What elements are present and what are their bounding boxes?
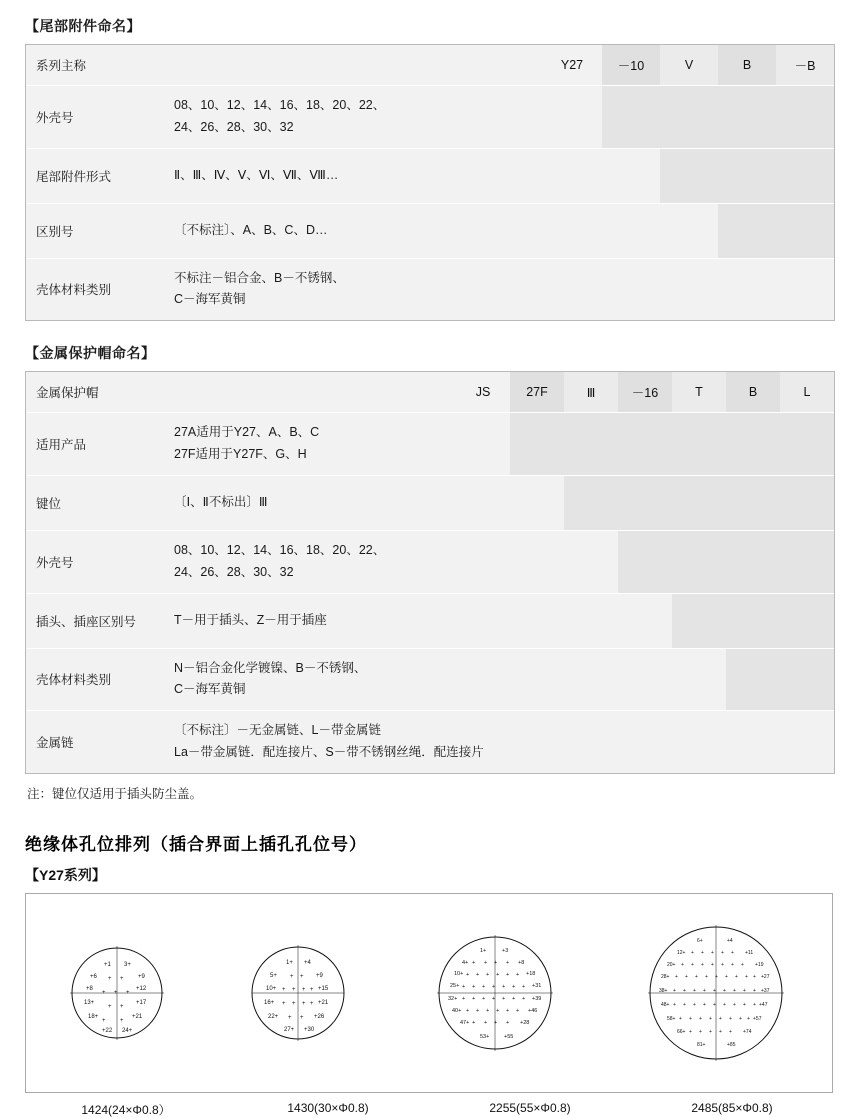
svg-text:+: + xyxy=(288,1015,292,1021)
svg-text:+46: +46 xyxy=(527,1008,538,1014)
svg-text:+: + xyxy=(501,996,505,1002)
svg-text:+: + xyxy=(465,1008,469,1014)
svg-text:+: + xyxy=(725,974,729,980)
svg-text:27+: 27+ xyxy=(284,1027,295,1033)
svg-text:+: + xyxy=(310,987,314,993)
value-line: T－用于插头、Z－用于插座 xyxy=(174,612,327,627)
row-spacer xyxy=(166,372,456,412)
svg-text:+: + xyxy=(475,1008,479,1014)
svg-text:+: + xyxy=(695,974,699,980)
svg-text:+28: +28 xyxy=(519,1020,530,1026)
svg-text:+: + xyxy=(723,988,727,994)
svg-text:48+: 48+ xyxy=(661,1002,670,1008)
svg-text:+: + xyxy=(461,996,465,1002)
svg-text:+: + xyxy=(119,1018,124,1024)
svg-text:+: + xyxy=(691,962,695,968)
code-cell-plugsocket: T xyxy=(672,372,726,412)
value-line: C－海军黄铜 xyxy=(174,682,246,697)
svg-text:+39: +39 xyxy=(531,996,542,1002)
svg-text:+: + xyxy=(107,1004,112,1010)
svg-text:+15: +15 xyxy=(318,986,329,992)
svg-text:+8: +8 xyxy=(85,986,93,992)
svg-text:+: + xyxy=(729,1016,733,1022)
svg-text:13+: 13+ xyxy=(83,1000,94,1006)
svg-text:+: + xyxy=(675,974,679,980)
svg-text:+: + xyxy=(505,1008,509,1014)
svg-text:+: + xyxy=(481,996,485,1002)
svg-text:+: + xyxy=(521,996,525,1002)
svg-text:+: + xyxy=(493,1020,497,1026)
value-line: Ⅱ、Ⅲ、Ⅳ、Ⅴ、Ⅵ、Ⅶ、Ⅷ… xyxy=(174,167,339,182)
cap-section-title: 【金属保护帽命名】 xyxy=(25,345,156,362)
svg-text:+8: +8 xyxy=(517,960,525,966)
svg-text:+85: +85 xyxy=(727,1042,736,1048)
table-row xyxy=(26,149,834,204)
code-cell-form: V xyxy=(660,45,718,85)
svg-text:+: + xyxy=(705,974,709,980)
svg-text:+: + xyxy=(107,976,112,982)
svg-text:1+: 1+ xyxy=(479,948,487,954)
svg-text:+: + xyxy=(693,988,697,994)
connector-captions xyxy=(25,1101,833,1118)
value-line: 不标注－铝合金、B－不锈钢、 xyxy=(174,270,345,285)
svg-text:40+: 40+ xyxy=(451,1008,462,1014)
row-label: 适用产品 xyxy=(36,438,87,453)
row-value xyxy=(166,204,834,258)
row-value xyxy=(166,476,834,530)
table-row xyxy=(26,594,834,649)
row-value xyxy=(166,711,834,773)
svg-text:32+: 32+ xyxy=(447,996,458,1002)
svg-text:+: + xyxy=(505,960,509,966)
svg-text:+: + xyxy=(723,1002,727,1008)
svg-text:+: + xyxy=(300,974,304,980)
svg-text:+: + xyxy=(521,984,525,990)
svg-text:1+: 1+ xyxy=(286,960,294,966)
svg-text:+1: +1 xyxy=(103,962,111,968)
svg-text:+: + xyxy=(485,1008,489,1014)
svg-text:+: + xyxy=(701,962,705,968)
svg-text:+: + xyxy=(125,990,130,996)
svg-text:+12: +12 xyxy=(135,986,146,992)
tail-naming-table xyxy=(25,44,835,321)
value-line: 〔不标注〕－无金属链、L－带金属链 xyxy=(174,723,381,738)
svg-text:+: + xyxy=(302,1001,306,1007)
table-row xyxy=(26,259,834,321)
value-line: C－海军黄铜 xyxy=(174,292,246,307)
svg-text:+37: +37 xyxy=(761,988,770,994)
value-line: 27F适用于Y27F、G、H xyxy=(174,447,307,462)
svg-text:+: + xyxy=(683,988,687,994)
svg-text:+27: +27 xyxy=(761,974,770,980)
cap-naming-table xyxy=(25,371,835,774)
table-row xyxy=(26,413,834,476)
row-label: 区别号 xyxy=(36,224,74,239)
row-label: 键位 xyxy=(36,496,62,511)
svg-text:3+: 3+ xyxy=(123,962,131,968)
svg-text:4+: 4+ xyxy=(461,960,469,966)
svg-text:+: + xyxy=(471,996,475,1002)
svg-text:+57: +57 xyxy=(753,1016,762,1022)
svg-text:+: + xyxy=(693,1002,697,1008)
code-cell-chain: L xyxy=(780,372,834,412)
svg-text:5+: 5+ xyxy=(270,973,278,979)
svg-text:+4: +4 xyxy=(727,938,733,944)
svg-text:+: + xyxy=(709,1016,713,1022)
svg-text:+21: +21 xyxy=(131,1014,142,1020)
svg-text:+: + xyxy=(461,984,465,990)
connector-diagram-icon xyxy=(242,937,354,1049)
svg-text:+26: +26 xyxy=(314,1014,325,1020)
cap-note: 注：键位仅适用于插头防尘盖。 xyxy=(27,787,203,801)
svg-text:+: + xyxy=(113,990,118,996)
svg-text:+: + xyxy=(679,1016,683,1022)
svg-text:+74: +74 xyxy=(743,1029,752,1035)
connector-diagram-icon xyxy=(639,916,793,1070)
code-cell-key: Ⅲ xyxy=(564,372,618,412)
value-line: La－带金属链．配连接片、S－带不锈钢丝绳．配连接片 xyxy=(174,745,484,760)
svg-text:+: + xyxy=(733,988,737,994)
svg-text:+: + xyxy=(471,1020,475,1026)
svg-text:+: + xyxy=(721,950,725,956)
svg-text:+: + xyxy=(302,987,306,993)
svg-text:+: + xyxy=(713,988,717,994)
value-line: 24、26、28、30、32 xyxy=(174,564,294,579)
svg-text:+: + xyxy=(739,1016,743,1022)
svg-text:+: + xyxy=(689,1016,693,1022)
connector-diagram-icon xyxy=(428,926,562,1060)
svg-text:+: + xyxy=(505,1020,509,1026)
svg-text:+: + xyxy=(493,960,497,966)
svg-text:+: + xyxy=(691,950,695,956)
svg-text:+: + xyxy=(729,1029,733,1035)
svg-text:+: + xyxy=(741,962,745,968)
svg-text:+: + xyxy=(292,987,296,993)
svg-text:+: + xyxy=(673,988,677,994)
svg-text:+: + xyxy=(733,1002,737,1008)
svg-text:+: + xyxy=(101,990,106,996)
row-label: 系列主称 xyxy=(36,59,87,73)
connector-1424 xyxy=(57,938,177,1048)
connector-layout-box xyxy=(25,893,833,1093)
layout-title: 绝缘体孔位排列（插合界面上插孔孔位号） xyxy=(25,835,367,854)
svg-text:58+: 58+ xyxy=(667,1016,676,1022)
svg-text:+: + xyxy=(471,960,475,966)
row-spacer xyxy=(166,45,542,85)
svg-text:+: + xyxy=(753,1002,757,1008)
svg-text:+: + xyxy=(515,1008,519,1014)
svg-text:47+: 47+ xyxy=(459,1020,470,1026)
tail-section-title: 【尾部附件命名】 xyxy=(25,18,141,34)
table-row xyxy=(26,531,834,594)
row-label: 外壳号 xyxy=(36,110,74,125)
caption-1430: 1430(30×Φ0.8) xyxy=(287,1101,369,1115)
connector-1430 xyxy=(238,937,358,1049)
code-cell-material: －B xyxy=(776,45,834,85)
svg-text:+: + xyxy=(699,1016,703,1022)
svg-text:+3: +3 xyxy=(501,948,509,954)
svg-text:+: + xyxy=(505,972,509,978)
svg-text:+: + xyxy=(699,1029,703,1035)
svg-text:+: + xyxy=(495,972,499,978)
svg-text:10+: 10+ xyxy=(453,971,464,977)
table-row xyxy=(26,372,834,413)
svg-text:+9: +9 xyxy=(137,974,145,980)
svg-text:+: + xyxy=(495,1008,499,1014)
svg-text:+55: +55 xyxy=(503,1034,514,1040)
row-value xyxy=(166,594,834,648)
code-cell-shell: －16 xyxy=(618,372,672,412)
svg-text:+: + xyxy=(713,1002,717,1008)
svg-text:+: + xyxy=(300,1015,304,1021)
connector-2485 xyxy=(631,916,801,1070)
connector-diagram-icon xyxy=(62,938,172,1048)
svg-text:+: + xyxy=(292,1001,296,1007)
svg-text:+: + xyxy=(735,974,739,980)
code-cell-distinct: B xyxy=(718,45,776,85)
svg-text:+: + xyxy=(731,950,735,956)
svg-text:24+: 24+ xyxy=(121,1028,132,1034)
svg-text:+: + xyxy=(483,1020,487,1026)
row-label: 壳体材料类别 xyxy=(36,283,112,298)
svg-text:+47: +47 xyxy=(759,1002,768,1008)
svg-text:+: + xyxy=(711,962,715,968)
svg-text:+: + xyxy=(475,972,479,978)
table-row xyxy=(26,204,834,259)
svg-text:+: + xyxy=(119,976,124,982)
table-row xyxy=(26,45,834,86)
svg-text:+: + xyxy=(673,1002,677,1008)
svg-text:+19: +19 xyxy=(755,962,764,968)
row-label: 金属保护帽 xyxy=(36,386,99,401)
svg-text:+: + xyxy=(731,962,735,968)
row-label: 壳体材料类别 xyxy=(36,673,112,688)
svg-text:+: + xyxy=(483,960,487,966)
code-cell-js: JS xyxy=(475,385,491,400)
svg-text:+: + xyxy=(683,1002,687,1008)
svg-text:+18: +18 xyxy=(525,971,536,977)
svg-text:+11: +11 xyxy=(745,950,754,956)
value-line: 27A适用于Y27、A、B、C xyxy=(174,425,320,440)
svg-text:+: + xyxy=(481,984,485,990)
svg-text:20+: 20+ xyxy=(667,962,676,968)
svg-text:+: + xyxy=(515,972,519,978)
code-cell-product: 27F xyxy=(510,372,564,412)
connector-2255 xyxy=(420,926,570,1060)
code-cell-material: B xyxy=(726,372,780,412)
svg-text:+: + xyxy=(745,974,749,980)
svg-text:6+: 6+ xyxy=(697,938,703,944)
svg-text:+: + xyxy=(703,1002,707,1008)
svg-text:+: + xyxy=(719,1016,723,1022)
row-label: 插头、插座区别号 xyxy=(36,614,137,629)
caption-2255: 2255(55×Φ0.8) xyxy=(489,1101,571,1115)
value-line: 〔Ⅰ、Ⅱ不标出〕Ⅲ xyxy=(174,495,268,509)
svg-text:+22: +22 xyxy=(101,1028,112,1034)
row-value xyxy=(166,149,834,203)
svg-text:+4: +4 xyxy=(304,960,312,966)
svg-text:+21: +21 xyxy=(318,1000,329,1006)
svg-text:81+: 81+ xyxy=(697,1042,706,1048)
svg-text:+: + xyxy=(689,1029,693,1035)
row-value xyxy=(166,86,834,148)
svg-text:+6: +6 xyxy=(89,974,97,980)
value-line: 08、10、12、14、16、18、20、22、 xyxy=(174,542,386,557)
svg-text:+: + xyxy=(491,996,495,1002)
svg-text:+: + xyxy=(701,950,705,956)
row-value xyxy=(166,531,834,593)
svg-text:+: + xyxy=(471,984,475,990)
table-row xyxy=(26,476,834,531)
svg-text:+31: +31 xyxy=(531,983,542,989)
svg-text:+: + xyxy=(290,974,294,980)
svg-text:16+: 16+ xyxy=(264,1000,275,1006)
caption-2485: 2485(85×Φ0.8) xyxy=(691,1101,773,1115)
svg-text:38+: 38+ xyxy=(659,988,668,994)
svg-text:+: + xyxy=(681,962,685,968)
svg-text:+: + xyxy=(119,1004,124,1010)
svg-text:+: + xyxy=(485,972,489,978)
svg-text:10+: 10+ xyxy=(266,986,277,992)
svg-text:+: + xyxy=(703,988,707,994)
svg-text:25+: 25+ xyxy=(449,983,460,989)
row-value xyxy=(166,259,834,321)
table-row xyxy=(26,86,834,149)
svg-text:+: + xyxy=(465,972,469,978)
svg-text:+30: +30 xyxy=(304,1027,315,1033)
row-label: 尾部附件形式 xyxy=(36,169,112,184)
svg-text:53+: 53+ xyxy=(479,1034,490,1040)
svg-text:+: + xyxy=(511,996,515,1002)
svg-text:+: + xyxy=(743,988,747,994)
value-line: 〔不标注〕、A、B、C、D… xyxy=(174,222,328,237)
code-cell-series: Y27 xyxy=(560,58,584,72)
svg-text:+: + xyxy=(747,1016,751,1022)
value-line: 08、10、12、14、16、18、20、22、 xyxy=(174,98,386,112)
svg-text:22+: 22+ xyxy=(268,1014,279,1020)
svg-text:+: + xyxy=(743,1002,747,1008)
svg-text:+: + xyxy=(282,1001,286,1007)
svg-text:+: + xyxy=(101,1018,106,1024)
svg-text:28+: 28+ xyxy=(661,974,670,980)
svg-text:+: + xyxy=(711,950,715,956)
layout-subtitle: 【Y27系列】 xyxy=(25,867,106,883)
svg-text:+: + xyxy=(511,984,515,990)
svg-text:+: + xyxy=(310,1001,314,1007)
svg-text:+: + xyxy=(282,987,286,993)
svg-text:+: + xyxy=(753,988,757,994)
row-label: 金属链 xyxy=(36,736,74,751)
row-label: 外壳号 xyxy=(36,555,74,570)
row-value xyxy=(166,649,834,711)
svg-text:+: + xyxy=(721,962,725,968)
svg-text:+: + xyxy=(685,974,689,980)
svg-text:+9: +9 xyxy=(316,973,324,979)
svg-text:+: + xyxy=(715,974,719,980)
table-row xyxy=(26,649,834,712)
svg-text:12+: 12+ xyxy=(677,950,686,956)
svg-text:66+: 66+ xyxy=(677,1029,686,1035)
svg-text:+: + xyxy=(501,984,505,990)
svg-text:+: + xyxy=(709,1029,713,1035)
code-cell-shell: －10 xyxy=(602,45,660,85)
row-value xyxy=(166,413,834,475)
table-row xyxy=(26,711,834,773)
svg-text:+: + xyxy=(753,974,757,980)
value-line: 24、26、28、30、32 xyxy=(174,119,294,134)
svg-text:+: + xyxy=(719,1029,723,1035)
caption-1424: 1424(24×Φ0.8） xyxy=(81,1103,171,1117)
svg-text:+: + xyxy=(491,984,495,990)
value-line: N－铝合金化学镀镍、B－不锈钢、 xyxy=(174,660,367,675)
svg-text:18+: 18+ xyxy=(87,1014,98,1020)
svg-text:+17: +17 xyxy=(135,1000,146,1006)
